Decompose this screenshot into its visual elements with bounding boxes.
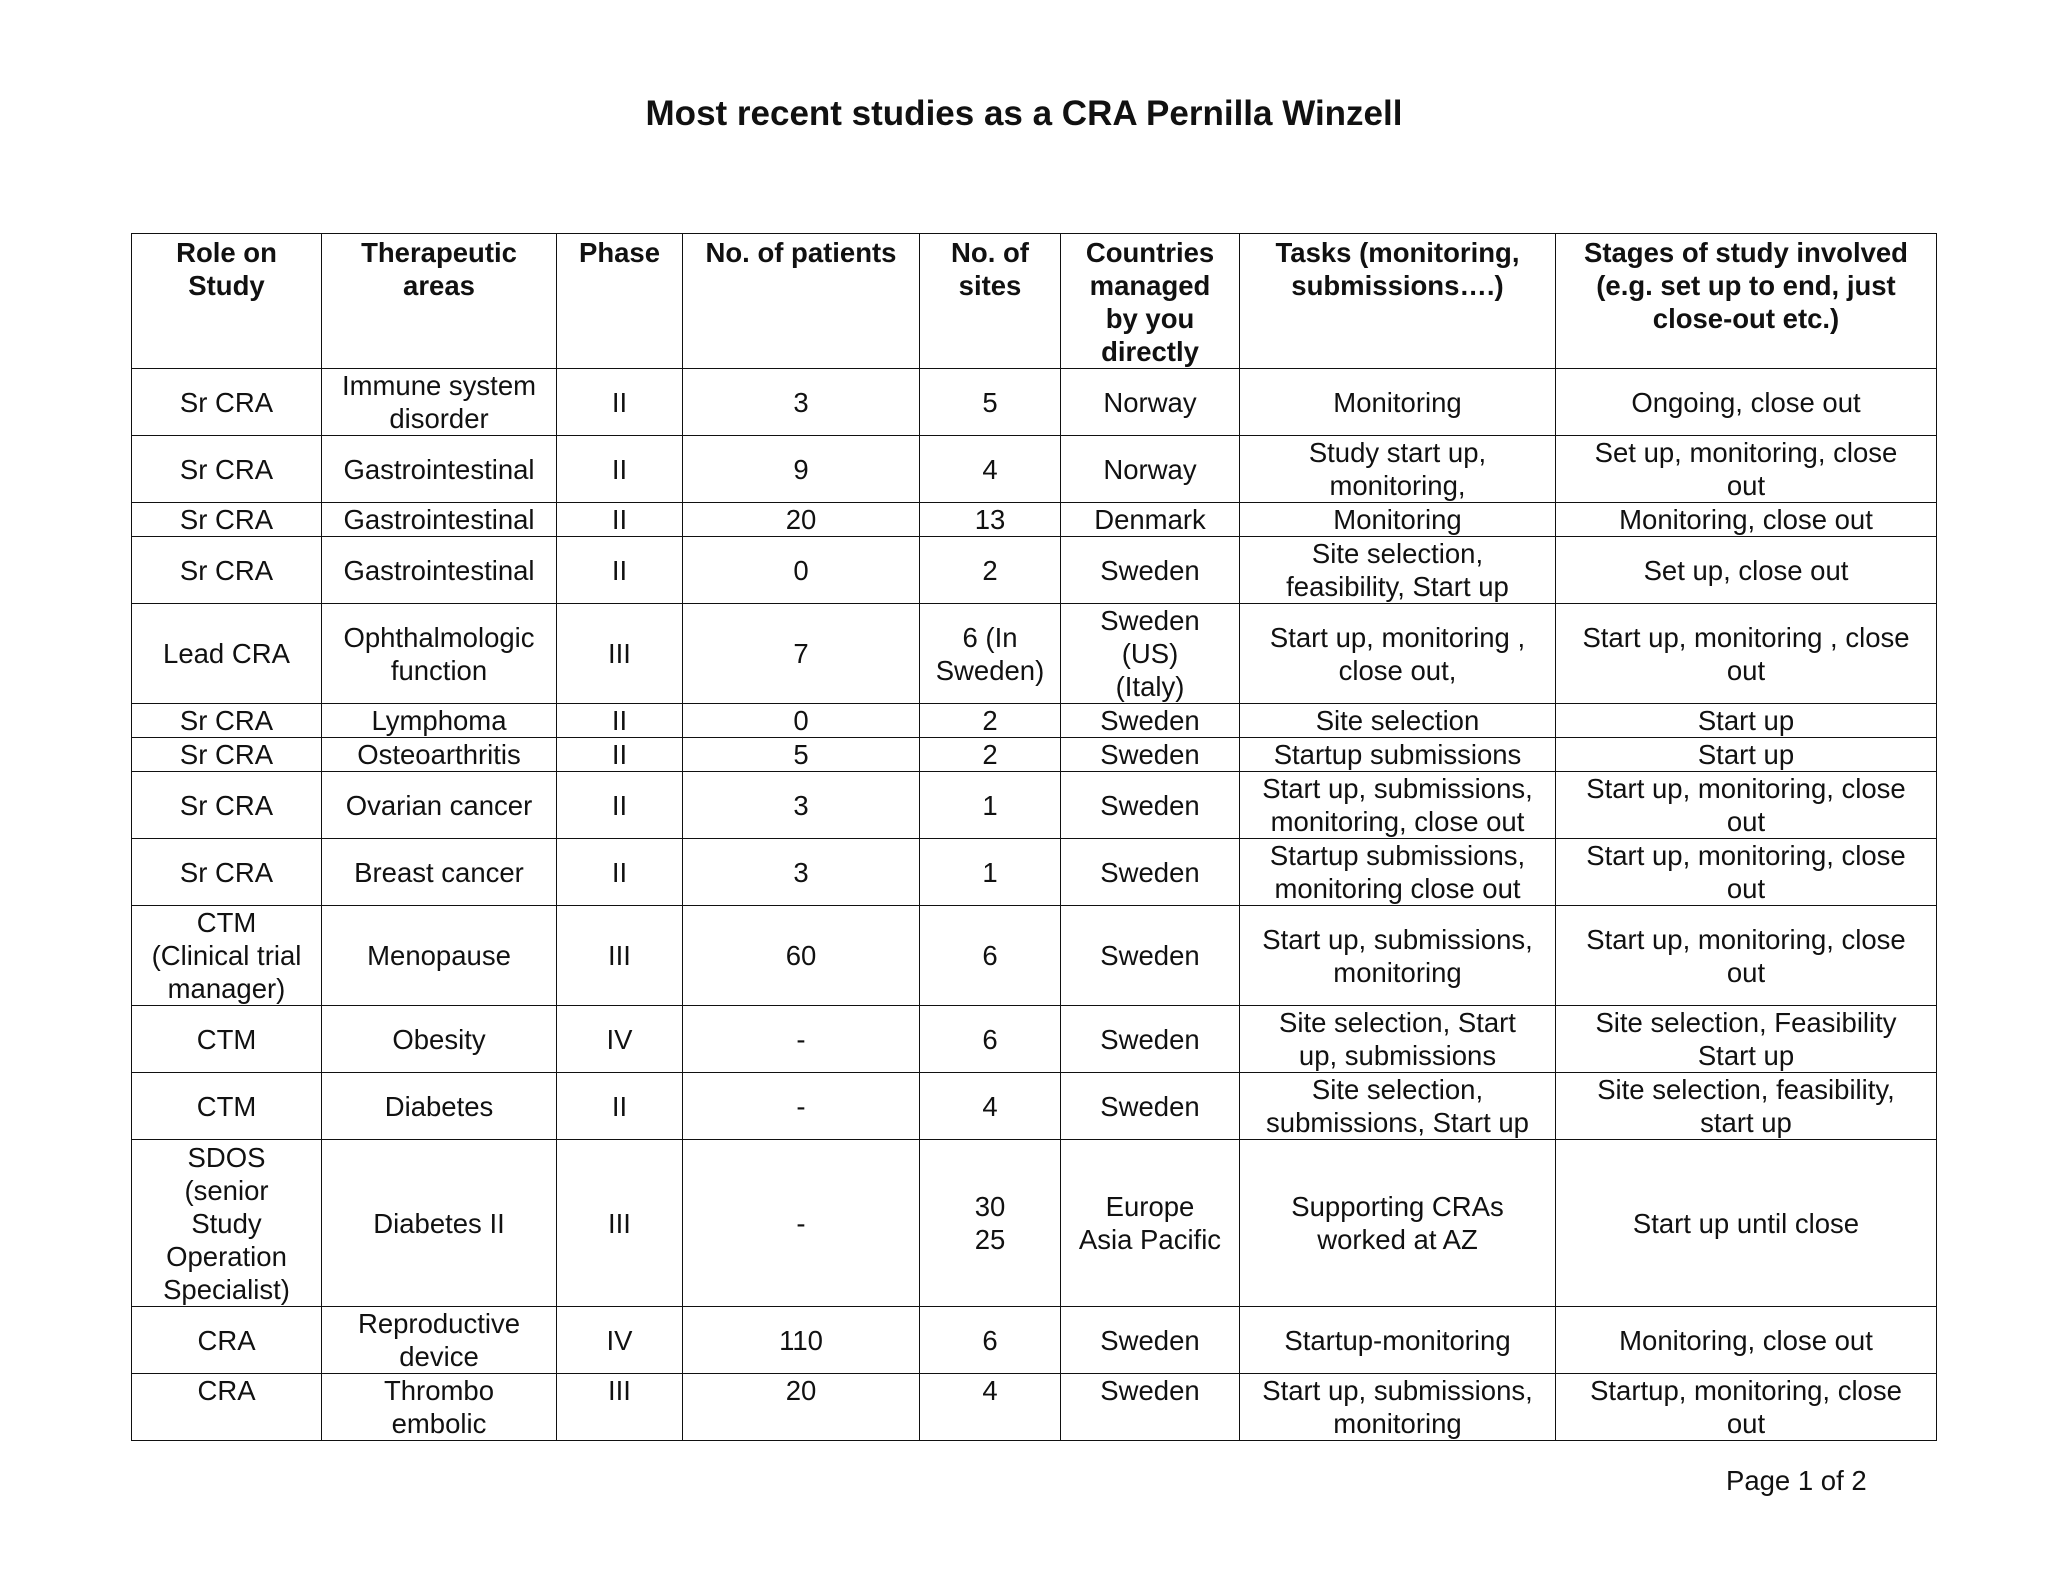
cell-countries: Sweden: [1061, 839, 1240, 906]
cell-phase: III: [557, 1374, 683, 1441]
cell-countries: Sweden: [1061, 1073, 1240, 1140]
cell-tasks: Start up, submissions, monitoring: [1240, 906, 1556, 1006]
cell-tasks: Site selection, submissions, Start up: [1240, 1073, 1556, 1140]
cell-phase: II: [557, 704, 683, 738]
table-row: [132, 1073, 1937, 1140]
cell-role: Sr CRA: [132, 738, 322, 772]
cell-therapeutic-area: Thrombo embolic: [322, 1374, 557, 1441]
table-row: [132, 503, 1937, 537]
cell-stages: Startup, monitoring, close out: [1556, 1374, 1937, 1441]
cell-sites: 5: [920, 369, 1061, 436]
header-therapeutic-areas: Therapeutic areas: [322, 234, 557, 369]
cell-sites: 13: [920, 503, 1061, 537]
cell-patients: 3: [683, 839, 920, 906]
header-role: Role on Study: [132, 234, 322, 369]
cell-therapeutic-area: Menopause: [322, 906, 557, 1006]
cell-stages: Start up, monitoring , close out: [1556, 604, 1937, 704]
cell-tasks: Monitoring: [1240, 369, 1556, 436]
cell-patients: 0: [683, 537, 920, 604]
cell-stages: Monitoring, close out: [1556, 503, 1937, 537]
cell-tasks: Startup-monitoring: [1240, 1307, 1556, 1374]
cell-role: CTM: [132, 1006, 322, 1073]
cell-therapeutic-area: Gastrointestinal: [322, 503, 557, 537]
cell-tasks: Monitoring: [1240, 503, 1556, 537]
cell-countries: Sweden: [1061, 1307, 1240, 1374]
cell-stages: Start up, monitoring, close out: [1556, 906, 1937, 1006]
table-row: [132, 537, 1937, 604]
cell-sites: 6 (In Sweden): [920, 604, 1061, 704]
cell-stages: Monitoring, close out: [1556, 1307, 1937, 1374]
cell-sites: 1: [920, 772, 1061, 839]
cell-role: CRA: [132, 1374, 322, 1441]
header-phase: Phase: [557, 234, 683, 369]
cell-tasks: Start up, submissions, monitoring: [1240, 1374, 1556, 1441]
cell-phase: II: [557, 1073, 683, 1140]
cell-therapeutic-area: Osteoarthritis: [322, 738, 557, 772]
header-patients: No. of patients: [683, 234, 920, 369]
studies-table: [131, 233, 1937, 1441]
cell-countries: Norway: [1061, 436, 1240, 503]
cell-patients: 0: [683, 704, 920, 738]
cell-sites: 2: [920, 738, 1061, 772]
cell-tasks: Startup submissions, monitoring close out: [1240, 839, 1556, 906]
table-row: [132, 738, 1937, 772]
table-row: [132, 772, 1937, 839]
cell-role: CRA: [132, 1307, 322, 1374]
cell-sites: 4: [920, 436, 1061, 503]
cell-stages: Site selection, Feasibility Start up: [1556, 1006, 1937, 1073]
cell-stages: Ongoing, close out: [1556, 369, 1937, 436]
cell-sites: 4: [920, 1073, 1061, 1140]
cell-patients: 5: [683, 738, 920, 772]
table-row: [132, 369, 1937, 436]
cell-phase: IV: [557, 1006, 683, 1073]
cell-tasks: Site selection, feasibility, Start up: [1240, 537, 1556, 604]
cell-phase: II: [557, 436, 683, 503]
cell-stages: Set up, close out: [1556, 537, 1937, 604]
cell-patients: 110: [683, 1307, 920, 1374]
table-row: [132, 839, 1937, 906]
cell-therapeutic-area: Gastrointestinal: [322, 537, 557, 604]
cell-countries: Sweden: [1061, 704, 1240, 738]
cell-therapeutic-area: Diabetes II: [322, 1140, 557, 1307]
cell-patients: 3: [683, 772, 920, 839]
cell-countries: Denmark: [1061, 503, 1240, 537]
cell-therapeutic-area: Ovarian cancer: [322, 772, 557, 839]
cell-tasks: Site selection: [1240, 704, 1556, 738]
cell-role: CTM: [132, 1073, 322, 1140]
cell-sites: 1: [920, 839, 1061, 906]
cell-stages: Set up, monitoring, close out: [1556, 436, 1937, 503]
cell-therapeutic-area: Immune system disorder: [322, 369, 557, 436]
cell-role: Sr CRA: [132, 369, 322, 436]
cell-phase: II: [557, 839, 683, 906]
cell-stages: Start up until close: [1556, 1140, 1937, 1307]
cell-tasks: Supporting CRAs worked at AZ: [1240, 1140, 1556, 1307]
cell-patients: -: [683, 1140, 920, 1307]
cell-stages: Start up: [1556, 738, 1937, 772]
table-row: [132, 436, 1937, 503]
cell-countries: Sweden: [1061, 772, 1240, 839]
cell-sites: 6: [920, 1006, 1061, 1073]
header-stages: Stages of study involved (e.g. set up to end, just close-out etc.): [1556, 234, 1937, 369]
cell-phase: III: [557, 1140, 683, 1307]
cell-role: Sr CRA: [132, 537, 322, 604]
cell-patients: -: [683, 1073, 920, 1140]
cell-therapeutic-area: Obesity: [322, 1006, 557, 1073]
cell-tasks: Start up, monitoring , close out,: [1240, 604, 1556, 704]
cell-phase: II: [557, 738, 683, 772]
cell-countries: Sweden: [1061, 537, 1240, 604]
cell-patients: 60: [683, 906, 920, 1006]
table-row: [132, 604, 1937, 704]
document-title: Most recent studies as a CRA Pernilla Winzell: [645, 94, 1403, 133]
cell-role: SDOS (senior Study Operation Specialist): [132, 1140, 322, 1307]
cell-sites: 6: [920, 1307, 1061, 1374]
cell-therapeutic-area: Gastrointestinal: [322, 436, 557, 503]
cell-patients: 20: [683, 1374, 920, 1441]
header-tasks: Tasks (monitoring, submissions….): [1240, 234, 1556, 369]
table-row: [132, 1307, 1937, 1374]
cell-phase: II: [557, 772, 683, 839]
cell-sites: 2: [920, 704, 1061, 738]
page-number: Page 1 of 2: [1726, 1465, 1867, 1496]
cell-tasks: Startup submissions: [1240, 738, 1556, 772]
cell-role: CTM (Clinical trial manager): [132, 906, 322, 1006]
cell-therapeutic-area: Ophthalmologic function: [322, 604, 557, 704]
table-header-row: [132, 234, 1937, 369]
cell-phase: II: [557, 503, 683, 537]
header-sites: No. of sites: [920, 234, 1061, 369]
cell-phase: II: [557, 537, 683, 604]
cell-phase: III: [557, 604, 683, 704]
cell-role: Sr CRA: [132, 704, 322, 738]
cell-therapeutic-area: Reproductive device: [322, 1307, 557, 1374]
cell-therapeutic-area: Breast cancer: [322, 839, 557, 906]
cell-sites: 6: [920, 906, 1061, 1006]
cell-sites: 30 25: [920, 1140, 1061, 1307]
cell-patients: 3: [683, 369, 920, 436]
cell-role: Lead CRA: [132, 604, 322, 704]
cell-patients: 20: [683, 503, 920, 537]
cell-phase: III: [557, 906, 683, 1006]
table-row: [132, 906, 1937, 1006]
cell-countries: Sweden: [1061, 1374, 1240, 1441]
cell-patients: -: [683, 1006, 920, 1073]
table-row: [132, 1140, 1937, 1307]
table-row: [132, 704, 1937, 738]
cell-therapeutic-area: Diabetes: [322, 1073, 557, 1140]
cell-stages: Start up: [1556, 704, 1937, 738]
cell-tasks: Study start up, monitoring,: [1240, 436, 1556, 503]
table-row: [132, 1374, 1937, 1441]
cell-role: Sr CRA: [132, 839, 322, 906]
cell-countries: Sweden: [1061, 738, 1240, 772]
cell-sites: 2: [920, 537, 1061, 604]
cell-role: Sr CRA: [132, 436, 322, 503]
cell-stages: Start up, monitoring, close out: [1556, 839, 1937, 906]
cell-countries: Europe Asia Pacific: [1061, 1140, 1240, 1307]
cell-phase: II: [557, 369, 683, 436]
cell-countries: Sweden (US) (Italy): [1061, 604, 1240, 704]
cell-countries: Norway: [1061, 369, 1240, 436]
cell-tasks: Site selection, Start up, submissions: [1240, 1006, 1556, 1073]
cell-stages: Site selection, feasibility, start up: [1556, 1073, 1937, 1140]
cell-phase: IV: [557, 1307, 683, 1374]
cell-role: Sr CRA: [132, 503, 322, 537]
cell-countries: Sweden: [1061, 1006, 1240, 1073]
cell-sites: 4: [920, 1374, 1061, 1441]
header-countries: Countries managed by you directly: [1061, 234, 1240, 369]
cell-patients: 9: [683, 436, 920, 503]
cell-countries: Sweden: [1061, 906, 1240, 1006]
cell-role: Sr CRA: [132, 772, 322, 839]
table-row: [132, 1006, 1937, 1073]
cell-stages: Start up, monitoring, close out: [1556, 772, 1937, 839]
cell-tasks: Start up, submissions, monitoring, close out: [1240, 772, 1556, 839]
cell-patients: 7: [683, 604, 920, 704]
cell-therapeutic-area: Lymphoma: [322, 704, 557, 738]
